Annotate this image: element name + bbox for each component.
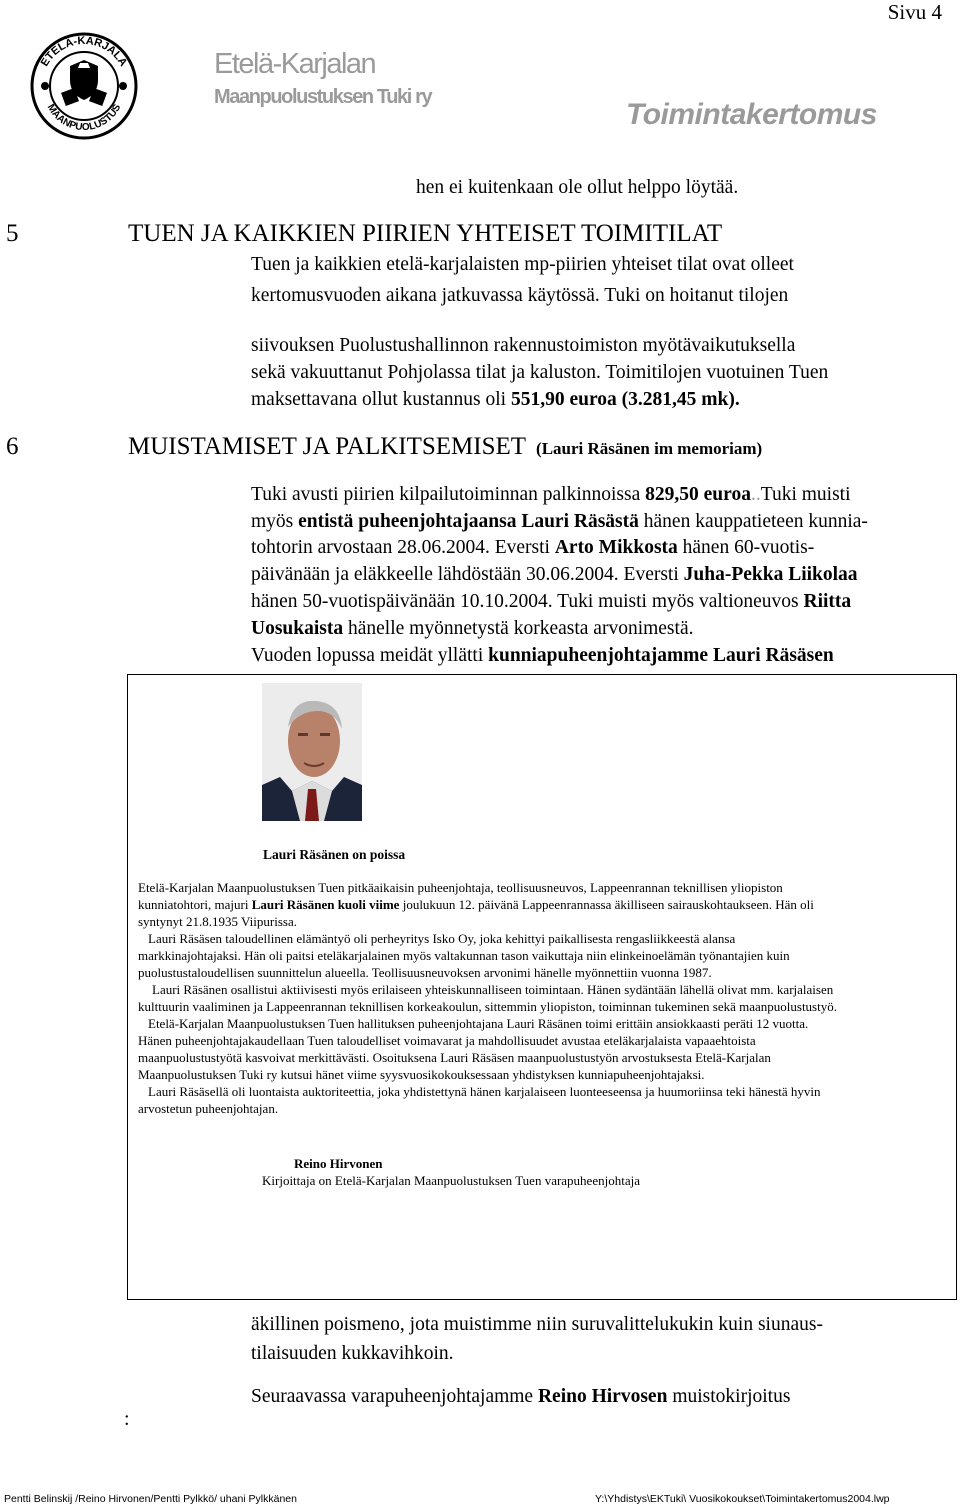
section-5-line5: maksettavana ollut kustannus oli 551,90 euroa (3.281,45 mk). [251, 389, 740, 410]
stray-colon: : [124, 1408, 130, 1430]
footer-authors: Pentti Belinskij /Reino Hirvonen/Pentti Pylkkö/ uhani Pylkkänen [4, 1493, 297, 1505]
org-name-line1: Etelä-Karjalan [214, 48, 376, 80]
section-6-number: 6 [6, 433, 19, 460]
footer-file-path: Y:\Yhdistys\EKTuki\ Vuosikokoukset\Toimintakertomus2004.lwp [595, 1493, 890, 1505]
section-6-line1: Tuki avusti piirien kilpailutoiminnan palkinnoissa 829,50 euroa..Tuki muisti [251, 484, 851, 505]
page-number: Sivu 4 [887, 0, 942, 24]
section-5-number: 5 [6, 220, 19, 247]
portrait-person-icon [262, 683, 362, 821]
section-6-line5: hänen 50-vuotispäivänään 10.10.2004. Tuki muisti myös valtioneuvos Riitta [251, 591, 852, 612]
section-5-line4: sekä vakuuttanut Pohjolassa tilat ja kaluston. Toimitilojen vuotuinen Tuen [251, 362, 829, 383]
section-6-line7: Vuoden lopussa meidät yllätti kunniapuheenjohtajamme Lauri Räsäsen [251, 645, 834, 666]
after-line2: tilaisuuden kukkavihkoin. [251, 1343, 454, 1364]
memorial-author-role: Kirjoittaja on Etelä-Karjalan Maanpuolustuksen Tuen varapuheenjohtaja [262, 1173, 640, 1188]
memorial-box [127, 674, 957, 1300]
document-title: Toimintakertomus [626, 98, 877, 131]
svg-text:ETELÄ-KARJALA: ETELÄ-KARJALA [38, 34, 130, 69]
section-5-title: TUEN JA KAIKKIEN PIIRIEN YHTEISET TOIMITILAT [128, 220, 723, 247]
memorial-author: Reino Hirvonen [294, 1156, 383, 1171]
org-name-line2: Maanpuolustuksen Tuki ry [214, 86, 432, 108]
organization-logo [30, 30, 138, 142]
memorial-paragraph-5: Lauri Räsäsellä oli luontaista auktoriteettia, joka yhdistettynä hänen karjalaiseen luonteeseensa ja huumoriinsa teki hänestä hyvin arvostetun puheenjohtajan. [138, 1084, 821, 1116]
section-6-heading [128, 432, 762, 462]
portrait-photo [262, 683, 362, 821]
section-5-cost: 551,90 euroa (3.281,45 mk). [510, 389, 740, 410]
section-5-line2: kertomusvuoden aikana jatkuvassa käytössä. Tuki on hoitanut tilojen [251, 285, 789, 306]
after-line1: äkillinen poismeno, jota muistimme niin suruvalittelukukin kuin siunaus- [251, 1314, 823, 1335]
section-6-line4: päivänään ja eläkkeelle lähdöstään 30.06.2004. Eversti Juha-Pekka Liikolaa [251, 564, 858, 585]
section-5-line3: siivouksen Puolustushallinnon rakennustoimiston myötävaikutuksella [251, 335, 796, 356]
section-6-line3: tohtorin arvostaan 28.06.2004. Eversti Arto Mikkosta hänen 60-vuotis- [251, 537, 815, 558]
after-line3: Seuraavassa varapuheenjohtajamme Reino Hirvosen muistokirjoitus [251, 1386, 791, 1407]
section-6-title: MUISTAMISET JA PALKITSEMISET [128, 433, 527, 460]
section-6-line2: myös entistä puheenjohtajaansa Lauri Räsästä hänen kauppatieteen kunnia- [251, 511, 868, 532]
svg-text:MAANPUOLUSTUS: MAANPUOLUSTUS [44, 102, 124, 134]
memorial-caption: Lauri Räsänen on poissa [263, 847, 406, 862]
memorial-paragraph-3: Lauri Räsänen osallistui aktiivisesti myös erilaiseen yhteiskunnalliseen toimintaan. Hänen sydäntään lähellä olivat mm. karjalaisen kulttuurin vaaliminen ja Lappeenrannan teknillisen korkeakoulun, sittemmin yliopiston, toiminnan tukeminen sekä maanpuolustustyö. [138, 982, 837, 1014]
section-6-line6: Uosukaista hänelle myönnetystä korkeasta arvonimestä. [251, 618, 694, 639]
logo-emblem-icon [30, 30, 138, 142]
section-6-subtitle: (Lauri Räsänen im memoriam) [536, 439, 763, 458]
section-5-line1: Tuen ja kaikkien etelä-karjalaisten mp-piirien yhteiset tilat ovat olleet [251, 254, 794, 275]
memorial-paragraph-4: Etelä-Karjalan Maanpuolustuksen Tuen hallituksen puheenjohtajana Lauri Räsänen toimi erittäin ansiokkaasti peräti 12 vuotta. Hänen puheenjohtajakaudellaan Tuen taloudelliset voimavarat ja mahdollisuudet avustaa eteläkarjalaista vapaaehtoista maanpuolustustyötä kasvoivat merkittävästi. Osoituksena Lauri Räsäsen maanpuolustustyön arvostuksesta Etelä-Karjalan Maanpuolustuksen Tuki ry kutsui hänet viime syysvuosikokouksessaan yhdistyksen kunniapuheenjohtajaksi. [138, 1016, 809, 1082]
continuation-text: hen ei kuitenkaan ole ollut helppo löytää. [416, 177, 739, 198]
memorial-text [138, 879, 950, 1117]
memorial-paragraph-1: Etelä-Karjalan Maanpuolustuksen Tuen pitkäaikaisin puheenjohtaja, teollisuusneuvos, Lappeenrannan teknillisen yliopiston kunniatohtori, majuri Lauri Räsänen kuoli viime joulukuun 12. päivänä Lappeenrannassa äkilliseen sairauskohtaukseen. Hän oli syntynyt 21.8.1935 Viipurissa. [138, 880, 814, 929]
memorial-paragraph-2: Lauri Räsäsen taloudellinen elämäntyö oli perheyritys Isko Oy, joka kehittyi paikallisesta rengasliikkeestä alansa markkinajohtajaksi. Hän oli paitsi eteläkarjalainen myös valtakunnan tason vaikuttaja niin elinkeinoelämän työnantajien kuin puolustustaloudellisen suunnittelun alueella. Teollisuusneuvoksen arvonimi hänelle myönnettiin vuonna 1987. [138, 931, 790, 980]
